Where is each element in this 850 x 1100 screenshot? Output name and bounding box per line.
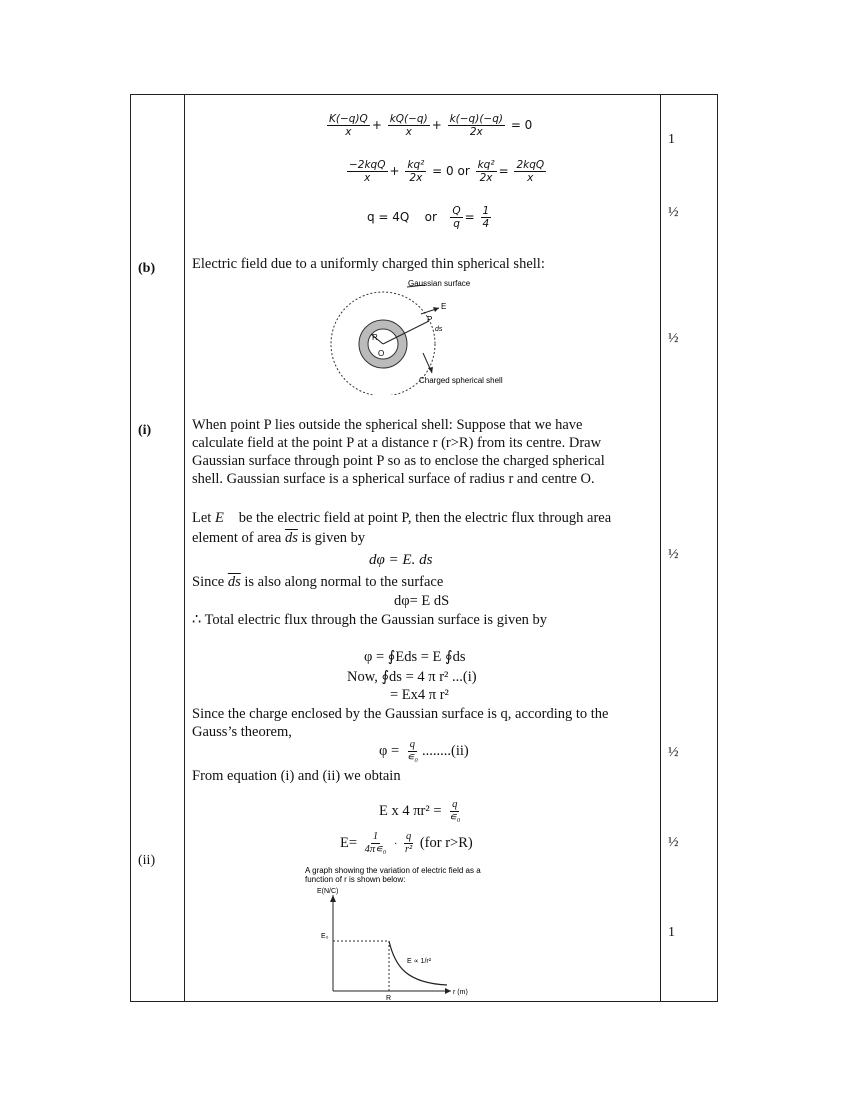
mark-6: ½	[668, 835, 679, 850]
marking-scheme-table	[130, 94, 718, 1002]
part-i-line-3: Gaussian surface through point P so as to enclose the charged spherical	[192, 453, 605, 469]
equation-e: E= $\frac{1}{\text{4π∊₀}}$ · $\frac{q}{\text{r²}}$ (for r>R)	[340, 831, 473, 855]
mark-4: ½	[668, 547, 679, 562]
column-divider-2	[660, 95, 661, 1001]
charge-line-1: Since the charge enclosed by the Gaussian surface is q, according to the	[192, 706, 609, 722]
equation-ex: E x 4 πr² = $\frac{q}{\text{∊₀}}$	[379, 799, 461, 823]
label-b: (b)	[138, 261, 156, 276]
equation-phi: φ = ∮Eds = E ∮ds	[364, 649, 466, 665]
r-label: R	[372, 333, 378, 342]
e-label: E	[441, 302, 447, 311]
ds-label: ds	[435, 326, 443, 333]
since-ds-line: Since $\overline{ds}$ is also along normal to the surface	[192, 574, 444, 590]
equation-1: $\frac{K(-q)Q}{x}$ + $\frac{kQ(-q)}{x}$ + $\frac{k(-q)(-q)}{2x}$ = 0	[329, 113, 533, 138]
equation-dphi: dφ = E. ds	[369, 552, 433, 568]
mark-1: 1	[668, 132, 675, 147]
graph-e0-label: E₀	[321, 933, 329, 940]
shell-pointer-head	[428, 367, 433, 373]
equation-phi-q: φ = $\frac{q}{\text{∊₀}}$ ........(ii)	[379, 739, 469, 763]
element-area-line: element of area $\overline{ds}$ is given by	[192, 530, 366, 546]
part-i-line-2: calculate field at the point P at a distance r (r>R) from its centre. Draw	[192, 435, 602, 451]
from-equation-line: From equation (i) and (ii) we obtain	[192, 768, 401, 784]
field-variation-graph	[301, 865, 507, 1001]
mark-3: ½	[668, 331, 679, 346]
mark-5: ½	[668, 745, 679, 760]
o-label: O	[378, 349, 385, 358]
equation-ex4: = Ex4 π r²	[390, 687, 449, 703]
label-i: (i)	[138, 423, 152, 438]
total-flux-line: ∴ Total electric flux through the Gaussian surface is given by	[192, 612, 548, 628]
graph-r-tick: R	[386, 995, 392, 1001]
charge-line-2: Gauss’s theorem,	[192, 724, 292, 740]
section-b-heading: Electric field due to a uniformly charged thin spherical shell:	[192, 256, 545, 272]
spherical-shell-figure	[327, 277, 527, 395]
equation-dphi-2: dφ= E dS	[394, 593, 450, 609]
graph-x-label: r (m)	[453, 989, 468, 996]
label-ii: (ii)	[138, 853, 156, 868]
equation-2: $\frac{\text{−2kqQ}}{x}$ + $\frac{\text{kq²}}{2x}$ = 0 or $\frac{\text{kq²}}{2x}$ = $\frac{\text{2kqQ}}{x}$	[349, 159, 545, 184]
column-divider-1	[184, 95, 185, 1001]
gaussian-label: Gaussian surface	[408, 279, 471, 288]
graph-caption-2: function of r is shown below:	[305, 875, 406, 884]
graph-x-arrow	[445, 988, 451, 994]
graph-curve-label: E ∝ 1/r²	[407, 958, 432, 965]
graph-caption-1: A graph showing the variation of electric field as a	[305, 866, 481, 875]
shell-label: Charged spherical shell	[419, 376, 503, 385]
mark-7: 1	[668, 925, 675, 940]
mark-2: ½	[668, 205, 679, 220]
let-e-line: Let E⃗ be the electric field at point P, then the electric flux through area	[192, 510, 612, 526]
equation-3: q = 4Q or $\frac{Q}{q}$ = $\frac{1}{4}$	[367, 205, 490, 230]
equation-now: Now, ∮ds = 4 π r² ...(i)	[347, 669, 477, 685]
graph-y-arrow	[330, 895, 336, 902]
part-i-line-4: shell. Gaussian surface is a spherical surface of radius r and centre O.	[192, 471, 595, 487]
p-label: P	[427, 315, 433, 324]
graph-y-label: E(N/C)	[317, 888, 339, 895]
part-i-line-1: When point P lies outside the spherical shell: Suppose that we have	[192, 417, 583, 433]
